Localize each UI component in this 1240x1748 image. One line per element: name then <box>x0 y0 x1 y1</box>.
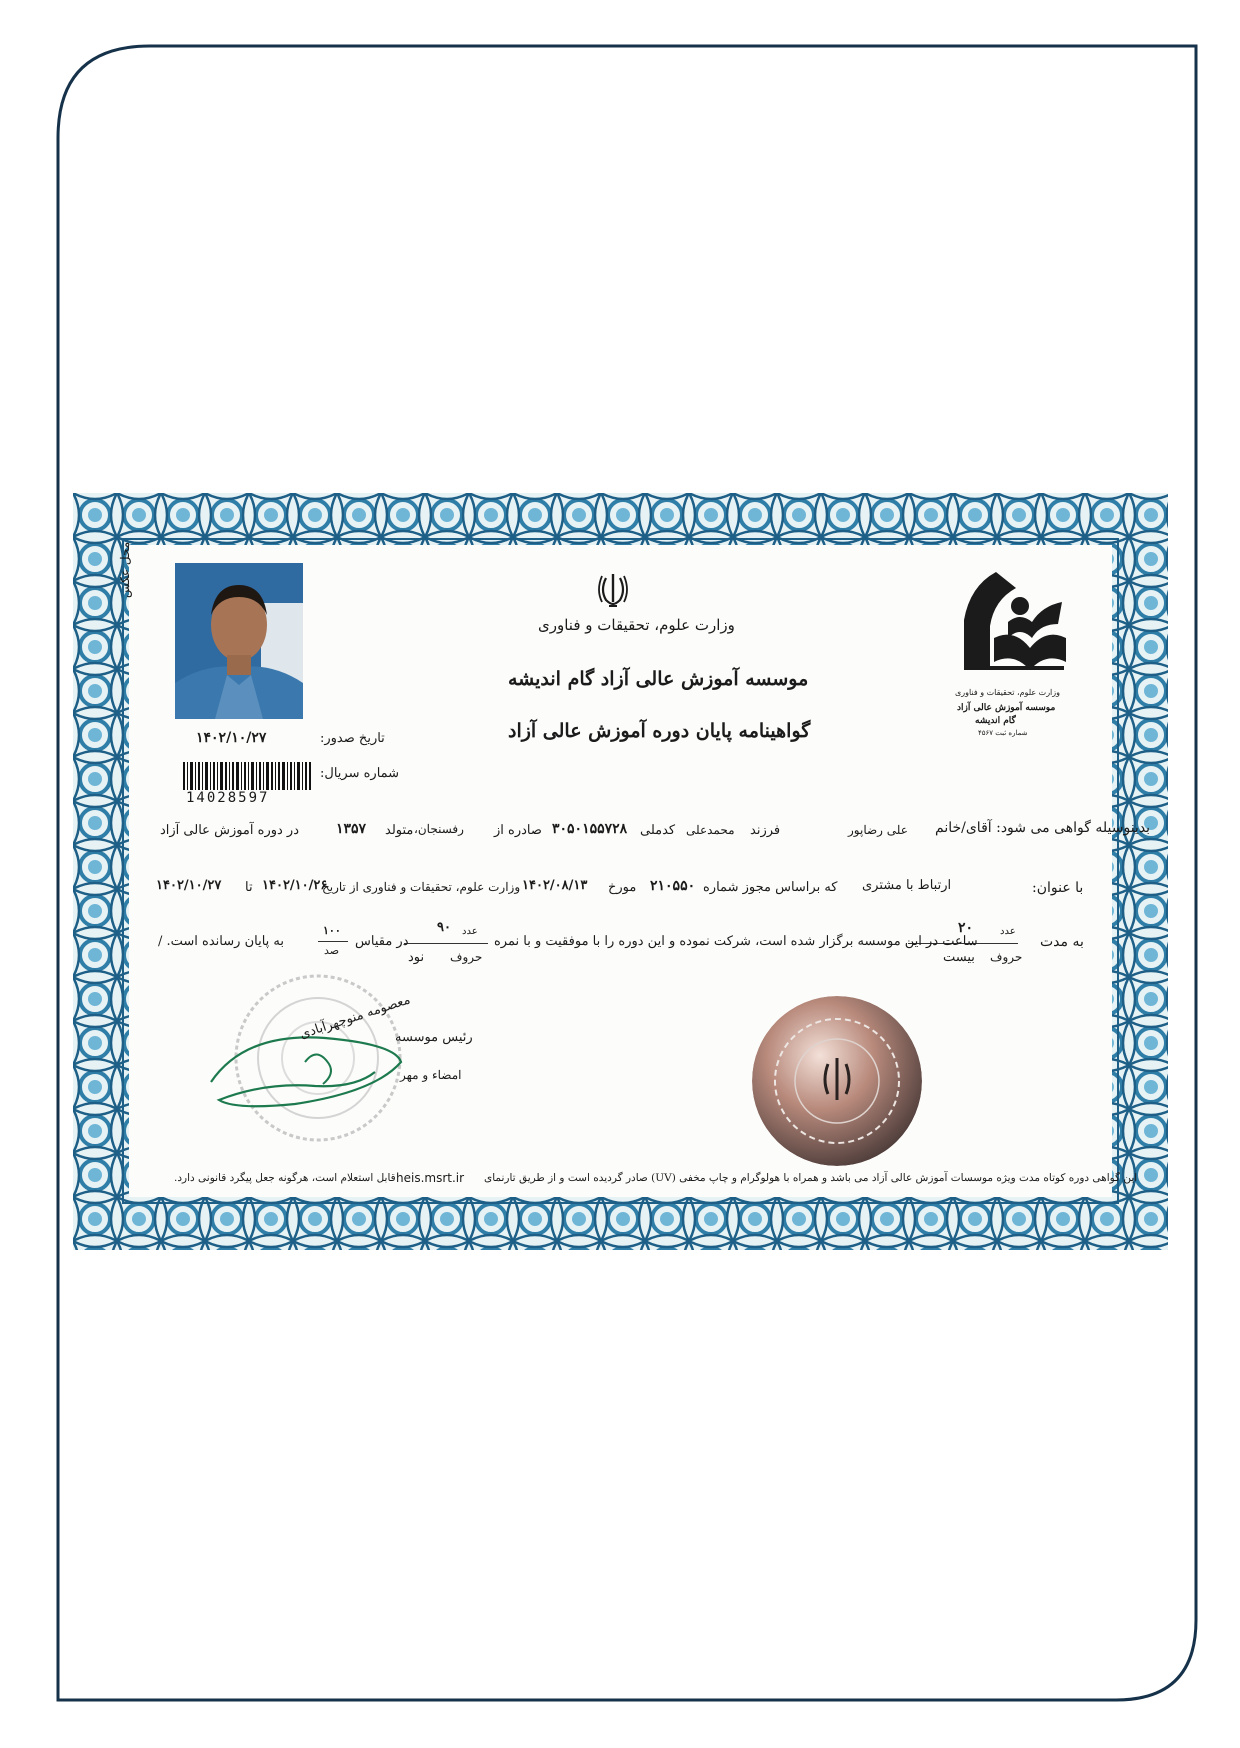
certificate-title: گواهینامه پایان دوره آموزش عالی آزاد <box>508 720 811 742</box>
photo-label: محل عکس <box>118 541 132 598</box>
ministry-name: وزارت علوم، تحقیقات و فناوری <box>538 616 735 634</box>
institute-name: موسسه آموزش عالی آزاد گام اندیشه <box>508 668 809 690</box>
holder-name: علی رضاپور <box>848 823 908 837</box>
birth-year: ۱۳۵۷ <box>336 821 367 837</box>
to-label: تا <box>245 880 253 895</box>
issued-from: رفسنجان، <box>414 822 464 836</box>
born-label: متولد <box>385 823 414 838</box>
serial-label: شماره سریال: <box>320 766 400 781</box>
national-code: ۳۰۵۰۱۵۵۷۲۸ <box>552 821 628 837</box>
child-of-label: فرزند <box>750 823 781 838</box>
signer-role: رئیس موسسه <box>395 1030 473 1045</box>
hours-letters-label: حروف <box>990 950 1023 964</box>
footer-end: قابل استعلام است، هرگونه جعل پیگرد قانونی دارد. <box>174 1172 396 1184</box>
hours-text: ساعت در این موسسه برگزار شده است، شرکت نموده و این دوره را با موفقیت و با نمره <box>494 934 978 949</box>
permit-text: که براساس مجوز شماره <box>703 880 838 895</box>
intro-text: بدینوسیله گواهی می شود: آقای/خانم <box>935 820 1151 836</box>
logo-ministry: وزارت علوم، تحقیقات و فناوری <box>955 688 1060 697</box>
issue-date: ۱۴۰۲/۱۰/۲۷ <box>196 730 267 746</box>
score-numeric: ۹۰ <box>437 920 451 935</box>
permit-dated-label: مورخ <box>608 880 637 895</box>
course-title: ارتباط با مشتری <box>862 878 952 893</box>
iran-emblem-icon <box>596 572 630 608</box>
serial-number: 14028597 <box>186 790 270 806</box>
permit-number: ۲۱۰۵۵۰ <box>650 878 696 894</box>
hours-numeric: ۲۰ <box>958 920 974 936</box>
scale-divider <box>318 941 348 942</box>
signer-name: معصومه منوچهرآبادی <box>298 992 413 1043</box>
score-letters: نود <box>408 950 425 965</box>
ending-text: به پایان رسانده است. / <box>158 934 284 949</box>
national-code-label: کدملی <box>640 823 676 838</box>
hours-letters: بیست <box>943 950 975 965</box>
footer-text: این گواهی دوره کوتاه مدت ویژه موسسات آموزش عالی آزاد می باشد و همراه با هولوگرام و چاپ مخفی (UV) صادر گردیده است و از طریق تارنمای <box>484 1172 1138 1184</box>
permit-date: ۱۴۰۲/۰۸/۱۳ <box>522 878 588 893</box>
hologram-seal <box>752 996 922 1166</box>
to-date: ۱۴۰۲/۱۰/۲۷ <box>156 878 222 893</box>
issue-date-label: تاریخ صدور: <box>320 731 385 746</box>
course-type: در دوره آموزش عالی آزاد <box>160 823 299 838</box>
father-name: محمدعلی <box>686 823 735 837</box>
serial-barcode <box>183 762 311 790</box>
footer-url: heis.msrt.ir <box>396 1171 465 1185</box>
score-numeric-label: عدد <box>462 926 478 937</box>
scale-label: در مقیاس <box>355 934 409 949</box>
scale-numeric: ۱۰۰ <box>323 924 341 937</box>
logo-institute: موسسه آموزش عالی آزاد <box>957 703 1056 713</box>
hours-numeric-label: عدد <box>1000 926 1016 937</box>
issued-from-label: صادره از <box>494 823 542 838</box>
logo-name: گام اندیشه <box>975 716 1016 726</box>
duration-label: به مدت <box>1040 934 1084 950</box>
sign-stamp-label: امضاء و مهر <box>400 1068 462 1082</box>
from-date: ۱۴۰۲/۱۰/۲۶ <box>262 878 328 893</box>
score-divider <box>404 943 488 944</box>
scale-letters: صد <box>324 944 340 957</box>
course-title-label: با عنوان: <box>1032 880 1084 896</box>
ministry-from-text: وزارت علوم، تحقیقات و فناوری از تاریخ <box>322 880 521 894</box>
score-letters-label: حروف <box>450 950 483 964</box>
holder-photo <box>175 563 303 719</box>
logo-registration: شماره ثبت ۴۵۶۷ <box>978 729 1028 737</box>
